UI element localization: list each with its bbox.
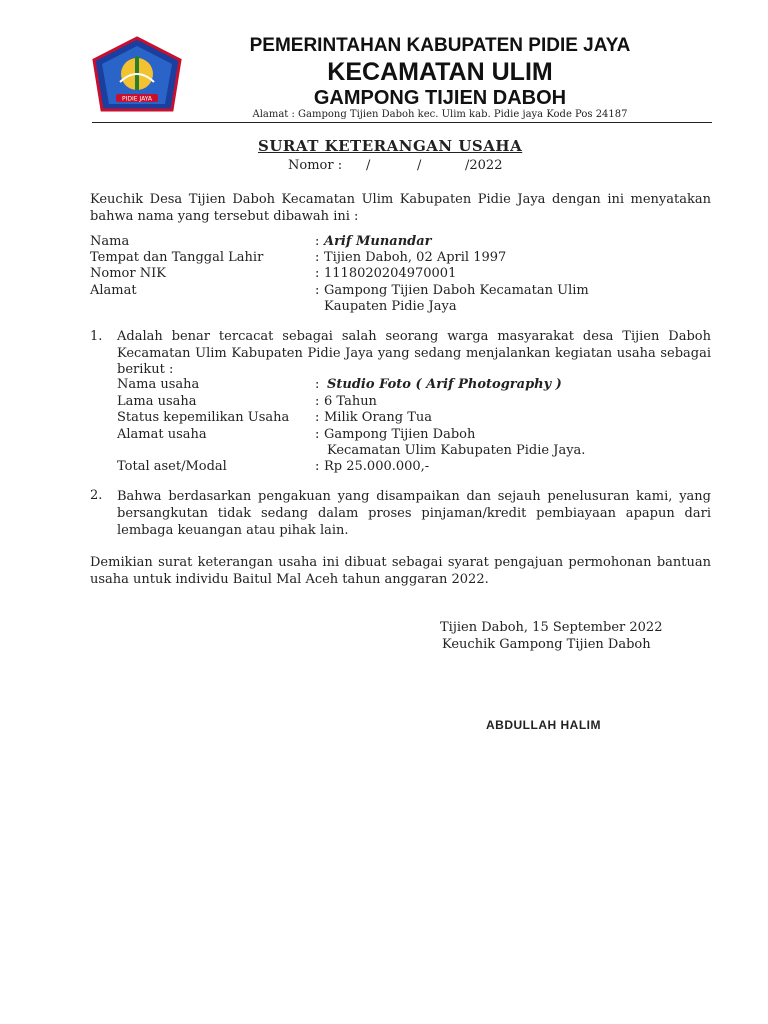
colon: : [315, 459, 320, 474]
letter-number-slash-1: / [366, 158, 371, 173]
business-ownership-label: Status kepemilikan Usaha [117, 410, 290, 425]
business-capital-value: Rp 25.000.000,- [324, 459, 430, 474]
business-address-value: Gampong Tijien Daboh [324, 427, 476, 442]
identity-birth-label: Tempat dan Tanggal Lahir [90, 250, 264, 265]
header-regency: PEMERINTAHAN KABUPATEN PIDIE JAYA [249, 35, 631, 56]
business-duration-label: Lama usaha [117, 394, 197, 409]
letter-title: SURAT KETERANGAN USAHA [258, 137, 523, 155]
intro-paragraph: Keuchik Desa Tijien Daboh Kecamatan Ulim Kabupaten Pidie Jaya dengan ini menyatakan bahwa nama yang tersebut dibawah ini : [90, 192, 711, 224]
identity-address-value-2: Kaupaten Pidie Jaya [324, 299, 457, 314]
identity-name-label: Nama [90, 234, 130, 249]
letter-number-year: /2022 [465, 158, 503, 173]
colon: : [315, 427, 320, 442]
signature-position: Keuchik Gampong Tijien Daboh [442, 637, 651, 652]
identity-nik-value: 1118020204970001 [324, 266, 457, 281]
logo-caption: PIDIE JAYA [121, 95, 153, 103]
identity-birth-value: Tijien Daboh, 02 April 1997 [324, 250, 507, 265]
point-2-text: Bahwa berdasarkan pengakuan yang disampaikan dan sejauh penelusuran kami, yang bersangkutan tidak sedang dalam proses pinjaman/kredit pembiayaan apapun dari lembaga keuangan atau pihak lain. [117, 489, 711, 538]
closing-paragraph: Demikian surat keterangan usaha ini dibuat sebagai syarat pengajuan permohonan bantuan usaha untuk individu Baitul Mal Aceh tahun anggaran 2022. [90, 555, 711, 587]
colon: : [315, 410, 320, 425]
header-address: Alamat : Gampong Tijien Daboh kec. Ulim kab. Pidie jaya Kode Pos 24187 [252, 109, 628, 120]
business-name-value: Studio Foto ( Arif Photography ) [327, 377, 562, 392]
point-1-text: Adalah benar tercacat sebagai salah seorang warga masyarakat desa Tijien Daboh Kecamatan Ulim Kabupaten Pidie Jaya yang sedang menjalankan kegiatan usaha sebagai berikut : [117, 329, 711, 377]
business-duration-value: 6 Tahun [324, 394, 377, 409]
signature-place-date: Tijien Daboh, 15 September 2022 [440, 620, 663, 635]
colon: : [315, 394, 320, 409]
colon: : [315, 377, 320, 392]
signatory-name: ABDULLAH HALIM [486, 718, 601, 732]
business-address-label: Alamat usaha [117, 427, 207, 442]
business-capital-label: Total aset/Modal [117, 459, 227, 474]
identity-name-value: Arif Munandar [324, 234, 432, 249]
identity-address-value: Gampong Tijien Daboh Kecamatan Ulim [324, 283, 589, 298]
identity-nik-label: Nomor NIK [90, 266, 166, 281]
letter-number-slash-2: / [417, 158, 422, 173]
business-name-label: Nama usaha [117, 377, 200, 392]
letter-number-label: Nomor : [288, 158, 343, 173]
business-ownership-value: Milik Orang Tua [324, 410, 433, 425]
colon: : [315, 250, 320, 265]
point-2-number: 2. [90, 488, 103, 503]
colon: : [315, 283, 320, 298]
colon: : [315, 266, 320, 281]
business-address-value-2: Kecamatan Ulim Kabupaten Pidie Jaya. [327, 443, 586, 458]
header-district: KECAMATAN ULIM [327, 58, 553, 86]
point-1-number: 1. [90, 329, 103, 344]
header-village: GAMPONG TIJIEN DABOH [313, 87, 567, 109]
header-divider [92, 122, 712, 123]
colon: : [315, 234, 320, 249]
identity-address-label: Alamat [90, 283, 137, 298]
